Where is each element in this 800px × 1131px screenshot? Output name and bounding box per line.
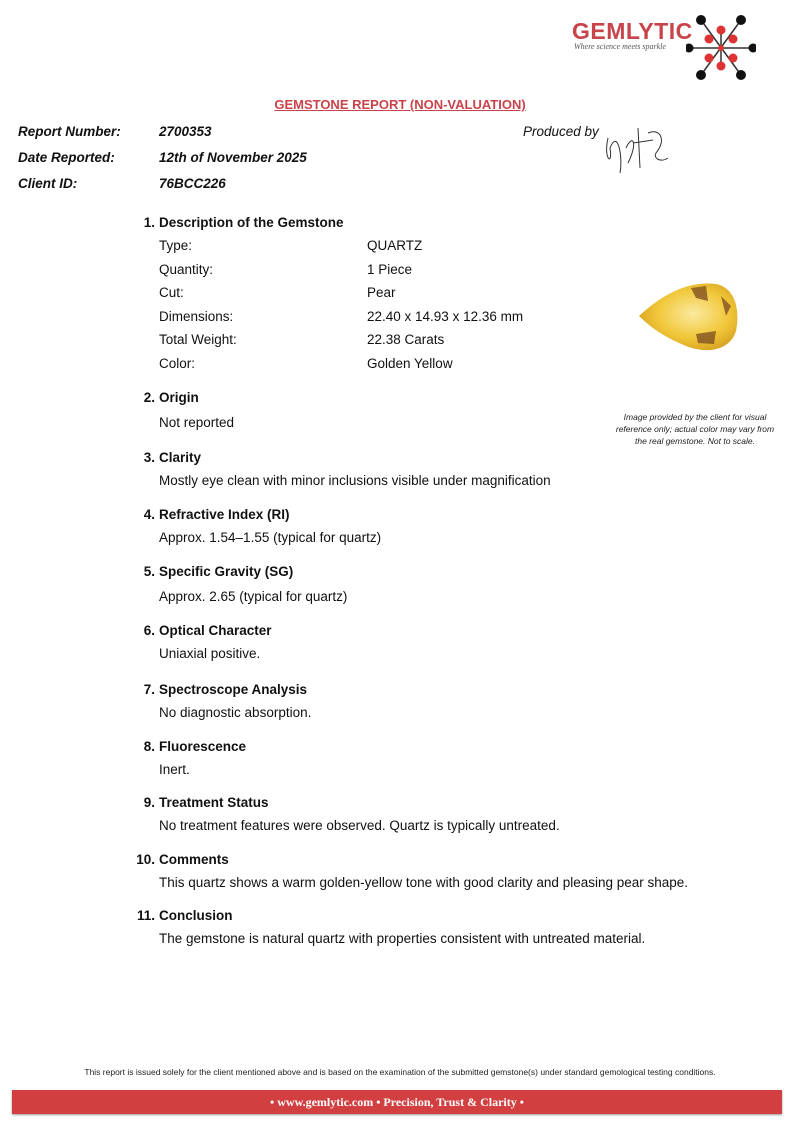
section-text: Not reported: [159, 415, 235, 430]
description-label: Total Weight:: [159, 332, 237, 347]
signature: [598, 118, 673, 178]
gemstone-image: [636, 276, 741, 356]
disclaimer: This report is issued solely for the client mentioned above and is based on the examination of the submitted gemstone(s) under standard gemological testing conditions.: [84, 1067, 716, 1077]
description-label: Cut:: [159, 285, 184, 300]
description-value: Pear: [367, 285, 396, 300]
section-text: No diagnostic absorption.: [159, 705, 312, 720]
description-value: 22.40 x 14.93 x 12.36 mm: [367, 308, 524, 324]
description-label: Quantity:: [159, 261, 214, 277]
report-number-label: Report Number:: [18, 124, 121, 139]
section-text: Approx. 1.54–1.55 (typical for quartz): [159, 530, 382, 545]
section-number: 11.: [136, 908, 155, 923]
section-number: 7.: [143, 682, 155, 697]
logo-tagline: Where science meets sparkle: [574, 42, 666, 51]
section-text: Inert.: [159, 762, 190, 777]
section-text: No treatment features were observed. Quartz is typically untreated.: [159, 818, 560, 833]
image-caption: Image provided by the client for visual reference only; actual color may vary from the real gemstone. Not to scale.: [615, 412, 775, 446]
section-heading: Fluorescence: [159, 739, 247, 754]
section-heading: Optical Character: [159, 623, 272, 638]
section-heading: Refractive Index (RI): [159, 507, 290, 522]
section-heading: Clarity: [159, 450, 202, 465]
section-heading: Treatment Status: [159, 795, 269, 810]
description-value: 22.38 Carats: [367, 332, 445, 347]
section-number: 10.: [136, 852, 155, 867]
description-value: QUARTZ: [367, 238, 423, 253]
section-text: Approx. 2.65 (typical for quartz): [159, 589, 348, 604]
footer-banner: • www.gemlytic.com • Precision, Trust & Clarity •: [12, 1090, 782, 1114]
description-label: Dimensions:: [159, 308, 234, 324]
section-text: Uniaxial positive.: [159, 646, 261, 661]
section-number: 9.: [143, 795, 155, 810]
client-id: 76BCC226: [159, 176, 226, 191]
section-text: Mostly eye clean with minor inclusions visible under magnification: [159, 473, 551, 488]
section-heading: Origin: [159, 390, 199, 405]
section-number: 1.: [143, 215, 155, 230]
section-heading: Conclusion: [159, 908, 233, 923]
description-label: Type:: [159, 238, 193, 253]
logo-wordmark: GEMLYTIC: [572, 18, 693, 44]
section-text: This quartz shows a warm golden-yellow tone with good clarity and pleasing pear shape.: [159, 875, 689, 890]
logo-molecule-icon: [686, 10, 756, 85]
section-number: 6.: [143, 623, 155, 638]
section-heading: Comments: [159, 852, 229, 867]
description-value: 1 Piece: [367, 261, 413, 277]
description-label: Color:: [159, 355, 196, 371]
section-number: 3.: [143, 450, 155, 465]
client-id-label: Client ID:: [18, 176, 78, 191]
description-value: Golden Yellow: [367, 355, 453, 371]
section-heading: Specific Gravity (SG): [159, 564, 294, 579]
section-text: The gemstone is natural quartz with properties consistent with untreated material.: [159, 931, 646, 946]
section-heading: Description of the Gemstone: [159, 215, 344, 230]
section-heading: Spectroscope Analysis: [159, 682, 308, 697]
section-number: 8.: [143, 739, 155, 754]
section-number: 4.: [143, 507, 155, 522]
produced-by-label: Produced by: [523, 124, 599, 139]
report-title: GEMSTONE REPORT (NON-VALUATION): [274, 97, 526, 112]
section-number: 2.: [143, 390, 155, 405]
report-number: 2700353: [159, 124, 212, 139]
section-number: 5.: [143, 564, 155, 579]
date-reported: 12th of November 2025: [159, 150, 307, 165]
date-label: Date Reported:: [18, 150, 115, 165]
